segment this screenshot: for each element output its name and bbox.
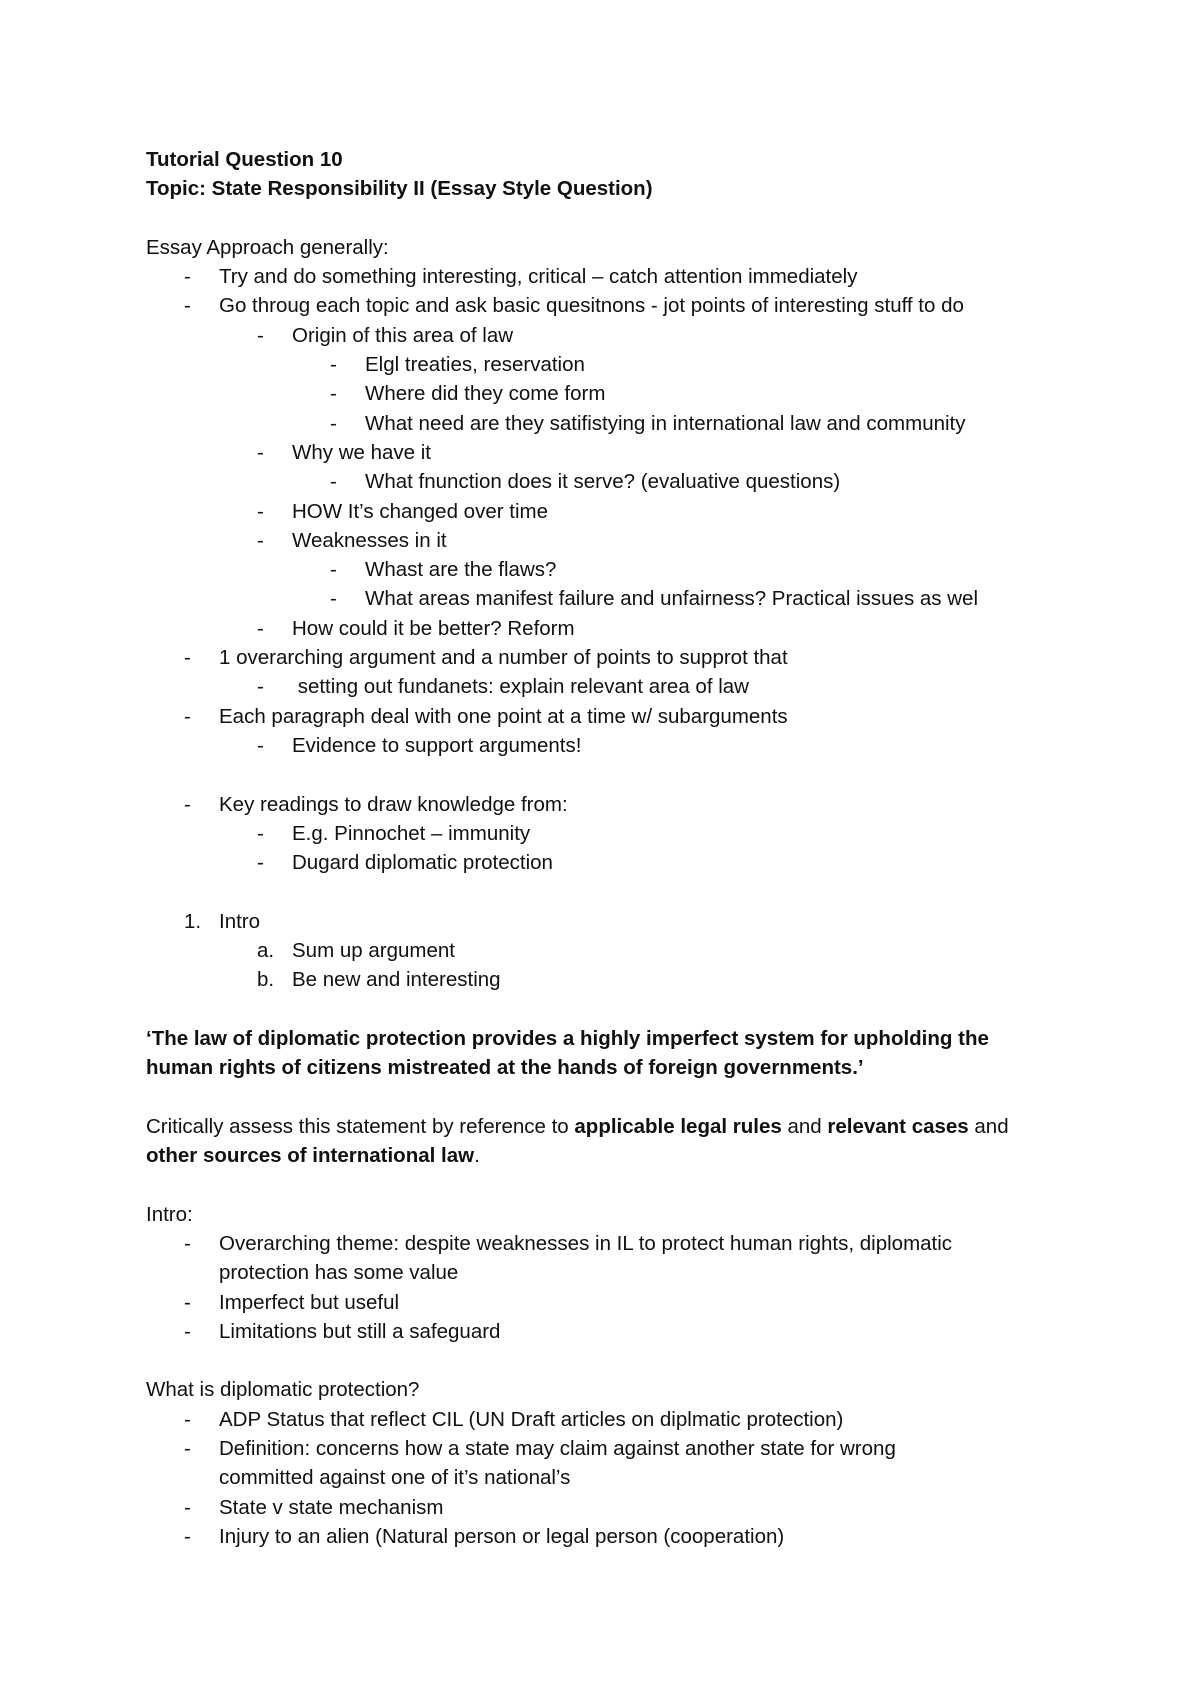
list-item — [146, 555, 1046, 584]
bullet-dash: - — [257, 821, 264, 845]
bullet-dash: - — [330, 558, 337, 582]
list-item-text: Key readings to draw knowledge from: — [219, 792, 568, 816]
bullet-dash: - — [184, 1319, 191, 1343]
essay-quote: ‘The law of diplomatic protection provides a highly imperfect system for upholding the human rights of citizens mistreated at the hands of foreign governments.’ — [146, 1026, 989, 1080]
list-item — [146, 643, 1046, 672]
list-item-text: What need are they satifistying in international law and community — [365, 411, 966, 435]
bullet-dash: - — [184, 1524, 191, 1548]
bullet-dash: - — [184, 1231, 191, 1255]
list-item-text: Intro — [219, 909, 261, 933]
blank-line — [146, 877, 1046, 906]
bullet-dash: - — [184, 646, 191, 670]
instruction-text: and — [781, 1114, 828, 1138]
list-item — [146, 1493, 1046, 1522]
list-item-text: Each paragraph deal with one point at a time w/ subarguments — [219, 704, 788, 728]
list-item — [146, 438, 1046, 467]
bullet-dash: - — [184, 265, 191, 289]
list-item-text: ADP Status that reflect CIL (UN Draft articles on diplmatic protection) — [219, 1407, 844, 1431]
list-item — [146, 350, 1046, 379]
list-item-text: HOW It’s changed over time — [292, 499, 548, 523]
list-item-text: Be new and interesting — [292, 968, 501, 992]
list-item — [146, 848, 1046, 877]
blank-line — [146, 760, 1046, 789]
list-item-text: Where did they come form — [365, 382, 606, 406]
numbered-item — [146, 907, 1046, 936]
document-title: Tutorial Question 10 — [146, 148, 343, 171]
list-item — [146, 731, 1046, 760]
list-item — [146, 1434, 1046, 1493]
bullet-dash: - — [257, 528, 264, 552]
dp-heading: What is diplomatic protection? — [146, 1378, 420, 1402]
list-item — [146, 584, 1046, 613]
list-item-text: Why we have it — [292, 440, 431, 464]
list-item — [146, 702, 1046, 731]
list-item-text: Imperfect but useful — [219, 1290, 400, 1314]
bullet-dash: - — [184, 294, 191, 318]
list-item-text: Evidence to support arguments! — [292, 733, 582, 757]
list-item-text: E.g. Pinnochet – immunity — [292, 821, 531, 845]
list-item — [146, 467, 1046, 496]
list-item-text: Limitations but still a safeguard — [219, 1319, 501, 1343]
list-item-text: Go throug each topic and ask basic quesitnons - jot points of interesting stuff to do — [219, 294, 964, 318]
bullet-dash: - — [184, 1437, 191, 1461]
list-item — [146, 790, 1046, 819]
list-letter: a. — [257, 939, 275, 963]
list-item-text: Weaknesses in it — [292, 528, 447, 552]
blank-line — [146, 1083, 1046, 1112]
list-item — [146, 1229, 1046, 1288]
bullet-dash: - — [257, 323, 264, 347]
essay-instruction — [146, 1112, 1046, 1171]
list-item-text: Sum up argument — [292, 939, 455, 963]
list-item-text: What fnunction does it serve? (evaluative questions) — [365, 470, 841, 494]
list-item — [146, 321, 1046, 350]
instruction-text: Critically assess this statement by reference to — [146, 1114, 575, 1138]
list-item — [146, 1405, 1046, 1434]
list-item — [146, 409, 1046, 438]
instruction-text: . — [474, 1144, 480, 1168]
list-item — [146, 1522, 1046, 1551]
instruction-emphasis: other sources of international law — [146, 1144, 475, 1168]
bullet-dash: - — [257, 440, 264, 464]
bullet-dash: - — [184, 1407, 191, 1431]
list-item — [146, 262, 1046, 291]
blank-line — [146, 204, 1046, 233]
intro-heading: Intro: — [146, 1202, 193, 1226]
bullet-dash: - — [257, 616, 264, 640]
list-item-text: setting out fundanets: explain relevant area of law — [292, 675, 749, 699]
list-item-text: 1 overarching argument and a number of points to supprot that — [219, 646, 788, 670]
bullet-dash: - — [330, 353, 337, 377]
list-item — [146, 526, 1046, 555]
list-item — [146, 291, 1046, 320]
list-item — [146, 1317, 1046, 1346]
instruction-emphasis: applicable legal rules — [574, 1114, 782, 1138]
list-item-text: How could it be better? Reform — [292, 616, 575, 640]
instruction-text: and — [968, 1114, 1009, 1138]
bullet-dash: - — [330, 587, 337, 611]
document-body — [146, 145, 1046, 1551]
bullet-dash: - — [330, 470, 337, 494]
list-item — [146, 614, 1046, 643]
bullet-dash: - — [184, 1495, 191, 1519]
list-item — [146, 379, 1046, 408]
list-letter: b. — [257, 968, 275, 992]
instruction-emphasis: relevant cases — [827, 1114, 969, 1138]
list-item-text: State v state mechanism — [219, 1495, 444, 1519]
list-item-text: Elgl treaties, reservation — [365, 353, 585, 377]
list-item-text: Origin of this area of law — [292, 323, 514, 347]
bullet-dash: - — [330, 411, 337, 435]
list-item — [146, 672, 1046, 701]
list-item — [146, 497, 1046, 526]
lettered-item — [146, 936, 1046, 965]
bullet-dash: - — [257, 851, 264, 875]
bullet-dash: - — [257, 499, 264, 523]
list-item-text: Definition: concerns how a state may claim against another state for wrong committed against one of it’s national’s — [219, 1437, 896, 1490]
blank-line — [146, 995, 1046, 1024]
bullet-dash: - — [330, 382, 337, 406]
blank-line — [146, 1170, 1046, 1199]
list-item-text: Overarching theme: despite weaknesses in IL to protect human rights, diplomatic protection has some value — [219, 1231, 953, 1285]
blank-line — [146, 1346, 1046, 1375]
lettered-item — [146, 965, 1046, 994]
list-item — [146, 819, 1046, 848]
bullet-dash: - — [257, 675, 264, 699]
bullet-dash: - — [257, 733, 264, 757]
list-item — [146, 1288, 1046, 1317]
bullet-dash: - — [184, 1290, 191, 1314]
bullet-dash: - — [184, 792, 191, 816]
list-item-text: Whast are the flaws? — [365, 558, 557, 582]
list-item-text: Injury to an alien (Natural person or legal person (cooperation) — [219, 1524, 785, 1548]
document-topic: Topic: State Responsibility II (Essay Style Question) — [146, 177, 653, 201]
list-item-text: Dugard diplomatic protection — [292, 851, 553, 875]
list-item-text: What areas manifest failure and unfairness? Practical issues as wel — [365, 587, 979, 611]
list-number: 1. — [184, 909, 202, 933]
list-item-text: Try and do something interesting, critical – catch attention immediately — [219, 265, 858, 289]
bullet-dash: - — [184, 704, 191, 728]
approach-heading: Essay Approach generally: — [146, 235, 389, 259]
